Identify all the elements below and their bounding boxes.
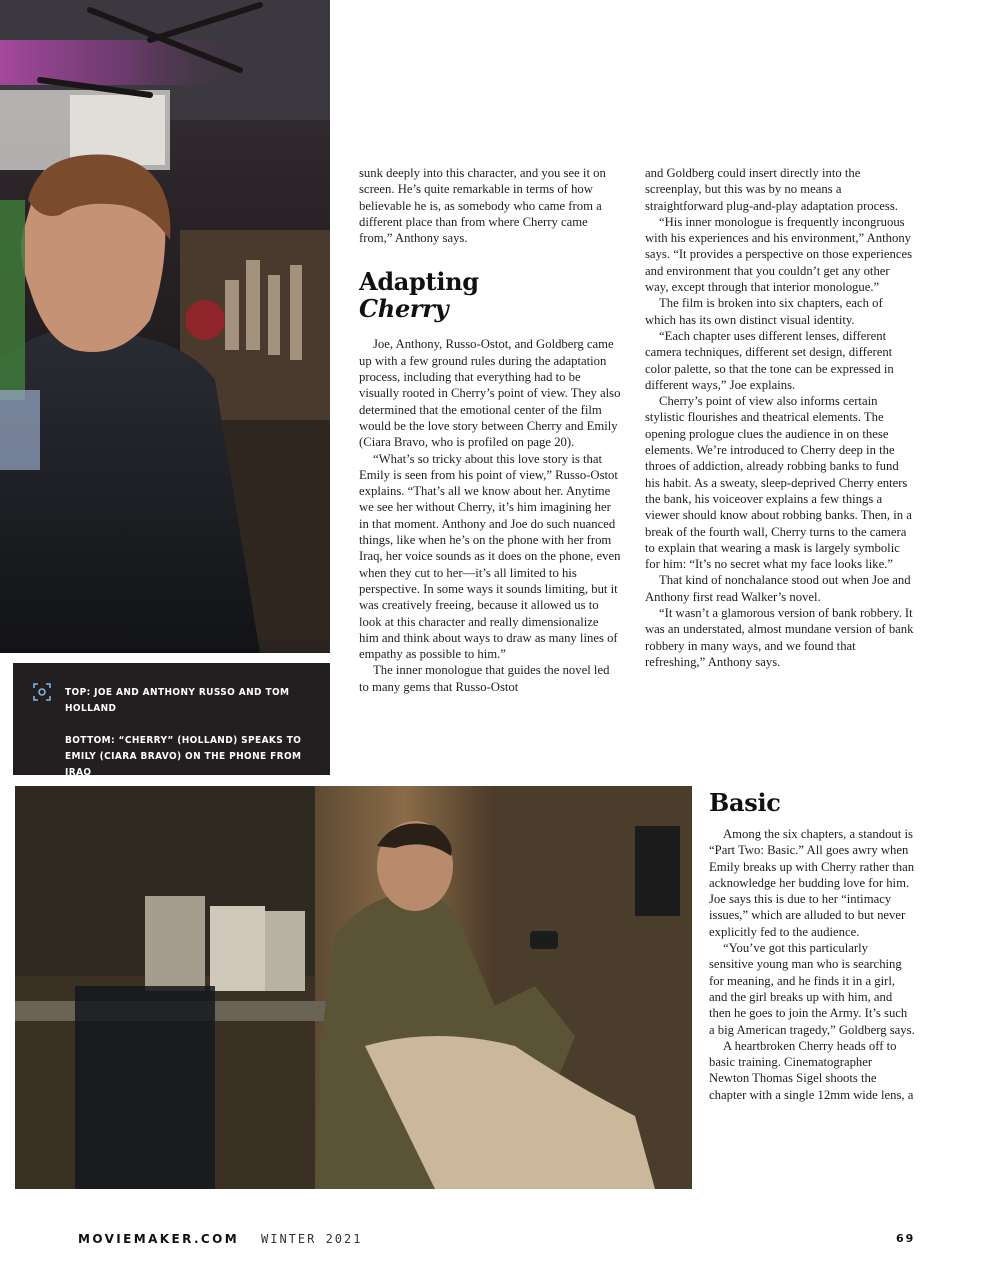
- camera-frame-icon: [33, 683, 51, 701]
- caption-top: TOP: JOE AND ANTHONY RUSSO AND TOM HOLLAND: [65, 687, 290, 714]
- column1-paragraph-3: The inner monologue that guides the novel led to many gems that Russo-Ostot: [359, 663, 610, 694]
- column3-paragraph-3: A heartbroken Cherry heads off to basic training. Cinematographer Newton Thomas Sigel shoots the chapter with a single 12mm wide lens, a: [709, 1038, 914, 1102]
- article-column-1: [359, 165, 621, 695]
- column1-intro: sunk deeply into this character, and you see it on screen. He’s quite remarkable in terms of how believable he is, as somebody who came from a different place than from where Cherry came from,” Anthony says.: [359, 166, 606, 246]
- column3-paragraph-1: Among the six chapters, a standout is “Part Two: Basic.” All goes awry when Emily breaks up with Cherry rather than acknowledge her budding love for him. Joe says this is due to her “intimacy issues,” which are alluded to but never explicitly fed to the audience.: [709, 827, 915, 939]
- column3-paragraph-2: “You’ve got this particularly sensitive young man who is searching for meaning, and he finds it in a girl, and the girl breaks up with him, and then he goes to join the Army. It’s such a big American tragedy,” Goldberg says.: [709, 941, 915, 1037]
- caption-bottom: BOTTOM: “CHERRY” (HOLLAND) SPEAKS TO EMILY (CIARA BRAVO) ON THE PHONE FROM IRAQ: [65, 735, 302, 778]
- column2-paragraph-1: “His inner monologue is frequently incongruous with his experiences and his environment,” Anthony says. “It provides a perspective on those experiences and environment that you couldn’t get any other way, except through that interior monologue.”: [645, 214, 913, 295]
- footer-site-name: MOVIEMAKER.COM: [78, 1232, 240, 1246]
- photo-bottom-illustration: [15, 786, 692, 1189]
- section-heading-adapting-cherry: [359, 268, 621, 322]
- column2-paragraph-2: The film is broken into six chapters, each of which has its own distinct visual identity.: [645, 296, 883, 327]
- photo-caption-box: [13, 663, 330, 778]
- column2-intro: and Goldberg could insert directly into the screenplay, but this was by no means a straightforward plug-and-play adaptation process.: [645, 166, 898, 213]
- page-number: 69: [896, 1232, 916, 1245]
- heading-line-cherry: Cherry: [359, 294, 449, 324]
- column1-paragraph-2: “What’s so tricky about this love story is that Emily is seen from his point of view,” Russo-Ostot explains. “That’s all we know about her. Anytime we see her without Cherry, it’s him imagining her in that moment. Anthony and Joe do such nuanced things, like when he’s on the phone with her from Iraq, her voice sounds as it does on the phone, even when they cut to her—it’s all limited to his perspective. In some ways it sounds limiting, but it was creatively freeing, because it allowed us to look at this character and really dimensionalize him and think about ways to draw as many lines of empathy as possible to him.”: [359, 451, 621, 662]
- photo-top-illustration: [0, 0, 330, 653]
- heading-line-adapting: Adapting: [359, 267, 479, 297]
- column2-paragraph-5: That kind of nonchalance stood out when Joe and Anthony first read Walker’s novel.: [645, 573, 911, 604]
- footer-issue: WINTER 2021: [261, 1232, 363, 1246]
- photo-bottom: [15, 786, 692, 1189]
- photo-top: [0, 0, 330, 653]
- article-column-2: [645, 165, 915, 670]
- section-heading-basic: Basic: [709, 788, 781, 817]
- article-column-3: [709, 826, 915, 1103]
- column2-paragraph-6: “It wasn’t a glamorous version of bank robbery. It was an understated, almost mundane version of bank robbery in many ways, and we found that refreshing,” Anthony says.: [645, 606, 914, 669]
- column1-paragraph-1: Joe, Anthony, Russo-Ostot, and Goldberg came up with a few ground rules during the adaptation process, including that everything had to be visually rooted in Cherry’s point of view. They also determined that the emotional center of the film would be the love story between Cherry and Emily (Ciara Bravo, who is profiled on page 20).: [359, 337, 621, 450]
- column2-paragraph-4: Cherry’s point of view also informs certain stylistic flourishes and theatrical elements. The opening prologue clues the audience in on these elements. We’re introduced to Cherry deep in the throes of addiction, already robbing banks to fund his habit. As a sweaty, sleep-deprived Cherry enters the bank, his voiceover explains a few things a viewer should know about robbing banks. Then, in a break of the fourth wall, Cherry turns to the camera to explain that wearing a mask is largely symbolic for him: “It’s no secret what my face looks like.”: [645, 394, 912, 572]
- column2-paragraph-3: “Each chapter uses different lenses, different camera techniques, different set design, different color palette, so that the tone can be expressed in different ways,” Joe explains.: [645, 328, 894, 392]
